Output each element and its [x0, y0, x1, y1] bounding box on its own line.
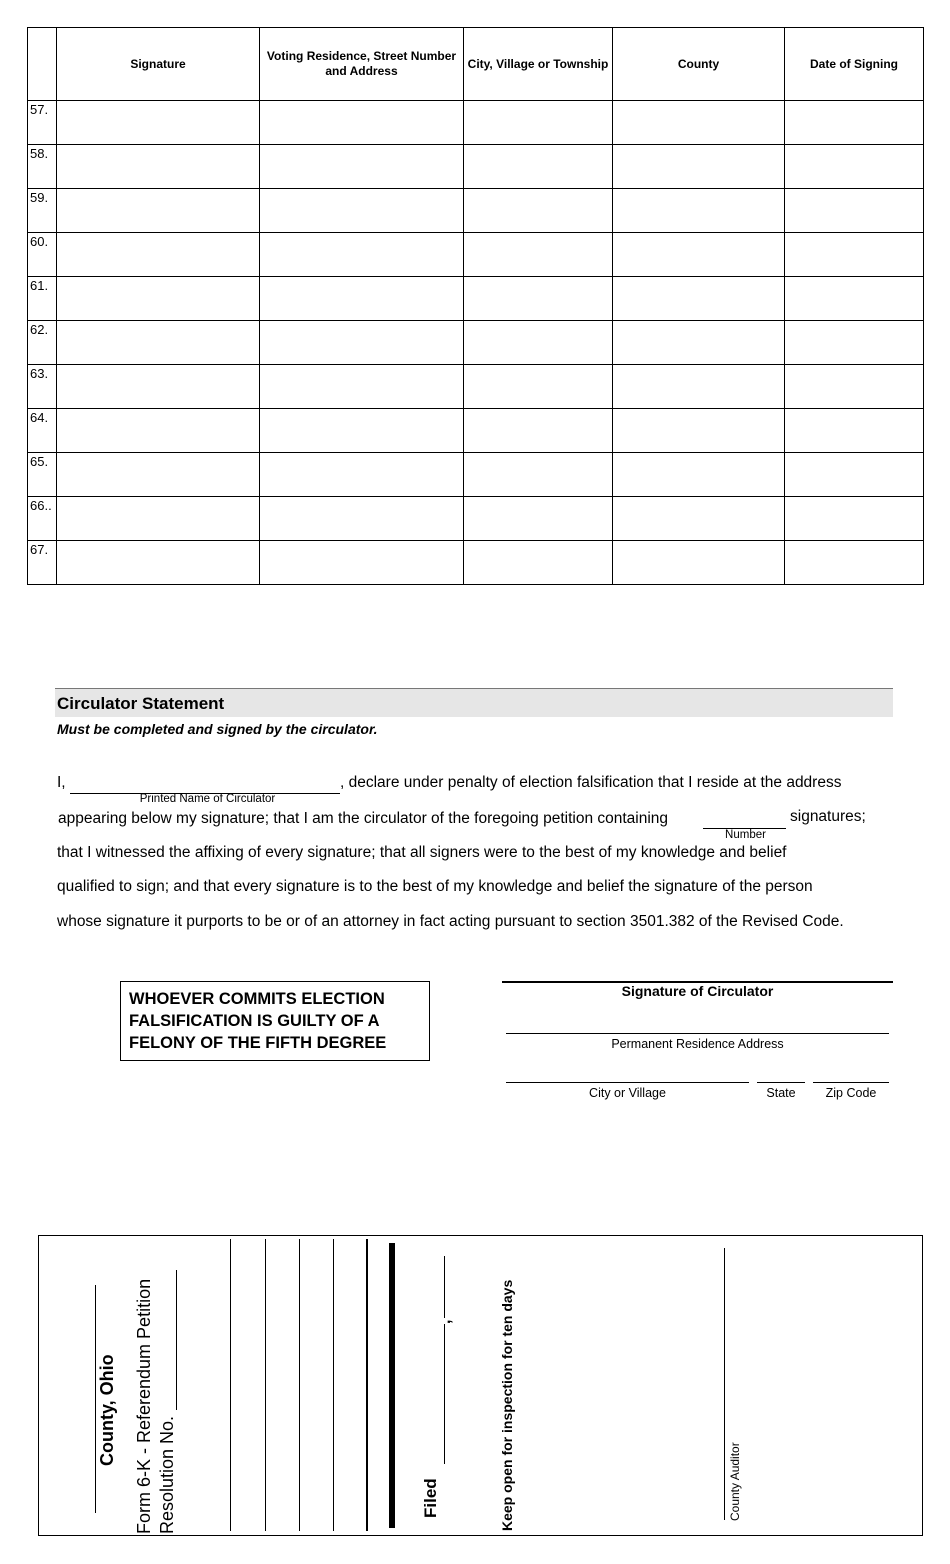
residence-cell[interactable] — [260, 453, 464, 497]
date-cell[interactable] — [785, 453, 924, 497]
permanent-address-label: Permanent Residence Address — [611, 1037, 784, 1051]
row-number: 61. — [28, 277, 57, 321]
county-cell[interactable] — [613, 233, 785, 277]
header-county: County — [613, 28, 785, 101]
signature-table — [27, 27, 924, 585]
signature-cell[interactable] — [57, 189, 260, 233]
row-number: 62. — [28, 321, 57, 365]
filed-date-line[interactable] — [444, 1256, 445, 1318]
signature-cell[interactable] — [57, 277, 260, 321]
date-cell[interactable] — [785, 409, 924, 453]
state-label: State — [766, 1086, 796, 1100]
statement-line-4: qualified to sign; and that every signature is to the best of my knowledge and belief the signature of the person — [57, 878, 813, 895]
residence-cell[interactable] — [260, 409, 464, 453]
signature-of-circulator-label: Signature of Circulator — [621, 983, 774, 999]
table-row — [28, 233, 924, 277]
signature-cell[interactable] — [57, 541, 260, 585]
city-cell[interactable] — [464, 189, 613, 233]
table-row — [28, 321, 924, 365]
row-number: 65. — [28, 453, 57, 497]
header-date: Date of Signing — [785, 28, 924, 101]
statement-line-2: appearing below my signature; that I am the circulator of the foregoing petition containing — [58, 810, 669, 827]
signature-cell[interactable] — [57, 321, 260, 365]
warning-line: FALSIFICATION IS GUILTY OF A — [129, 1012, 380, 1030]
filed-label: Filed — [421, 1478, 440, 1518]
row-number: 64. — [28, 409, 57, 453]
residence-cell[interactable] — [260, 145, 464, 189]
city-cell[interactable] — [464, 497, 613, 541]
row-number: 60. — [28, 233, 57, 277]
circulator-statement-title: Circulator Statement — [57, 694, 225, 713]
city-label: City or Village — [589, 1086, 666, 1100]
date-cell[interactable] — [785, 497, 924, 541]
zip-line[interactable] — [813, 1082, 889, 1083]
date-cell[interactable] — [785, 541, 924, 585]
header-number — [28, 28, 57, 101]
city-cell[interactable] — [464, 101, 613, 145]
table-row — [28, 365, 924, 409]
city-cell[interactable] — [464, 541, 613, 585]
header-city: City, Village or Township — [464, 28, 613, 101]
form-title: Form 6-K - Referendum Petition — [134, 1278, 154, 1534]
date-cell[interactable] — [785, 365, 924, 409]
ruled-line — [366, 1239, 368, 1531]
ruled-line — [333, 1239, 334, 1531]
warning-line: WHOEVER COMMITS ELECTION — [129, 990, 385, 1008]
statement-line-2-suffix: signatures; — [790, 808, 866, 825]
resolution-number-line[interactable] — [176, 1270, 177, 1410]
printed-name-caption: Printed Name of Circulator — [139, 793, 276, 805]
signature-cell[interactable] — [57, 101, 260, 145]
county-cell[interactable] — [613, 365, 785, 409]
city-cell[interactable] — [464, 233, 613, 277]
ruled-line — [299, 1239, 300, 1531]
residence-cell[interactable] — [260, 541, 464, 585]
falsification-warning-box — [120, 981, 430, 1061]
state-line[interactable] — [757, 1082, 805, 1083]
warning-line: FELONY OF THE FIFTH DEGREE — [129, 1034, 387, 1052]
county-cell[interactable] — [613, 277, 785, 321]
date-cell[interactable] — [785, 233, 924, 277]
county-auditor-signature-line[interactable] — [724, 1248, 725, 1520]
table-header-row — [28, 28, 924, 101]
table-row — [28, 453, 924, 497]
city-cell[interactable] — [464, 321, 613, 365]
table-row — [28, 145, 924, 189]
zip-label: Zip Code — [825, 1086, 877, 1100]
row-number: 57. — [28, 101, 57, 145]
filed-comma: , — [437, 1319, 454, 1324]
statement-line-5: whose signature it purports to be or of an attorney in fact acting pursuant to section 3501.382 of the Revised Code. — [57, 913, 844, 930]
residence-cell[interactable] — [260, 233, 464, 277]
county-auditor-label: County Auditor — [728, 1442, 742, 1521]
county-cell[interactable] — [613, 497, 785, 541]
table-row — [28, 409, 924, 453]
city-cell[interactable] — [464, 453, 613, 497]
table-row — [28, 497, 924, 541]
residence-cell[interactable] — [260, 277, 464, 321]
signature-cell[interactable] — [57, 233, 260, 277]
signature-cell[interactable] — [57, 365, 260, 409]
signature-cell[interactable] — [57, 409, 260, 453]
residence-cell[interactable] — [260, 101, 464, 145]
signature-cell[interactable] — [57, 453, 260, 497]
county-cell[interactable] — [613, 101, 785, 145]
county-cell[interactable] — [613, 541, 785, 585]
ruled-line — [230, 1239, 231, 1531]
circulator-statement-subtitle: Must be completed and signed by the circulator. — [57, 721, 378, 737]
county-cell[interactable] — [613, 321, 785, 365]
circulator-statement-header — [55, 688, 893, 717]
residence-cell[interactable] — [260, 321, 464, 365]
table-row — [28, 101, 924, 145]
ruled-line — [265, 1239, 266, 1531]
table-row — [28, 541, 924, 585]
signature-cell[interactable] — [57, 145, 260, 189]
table-row — [28, 189, 924, 233]
filing-box — [38, 1235, 923, 1536]
number-caption: Number — [725, 829, 766, 841]
header-signature: Signature — [57, 28, 260, 101]
city-line[interactable] — [506, 1082, 749, 1083]
keep-open-label: Keep open for inspection for ten days — [499, 1279, 515, 1531]
residence-cell[interactable] — [260, 497, 464, 541]
address-line[interactable] — [506, 1033, 889, 1034]
county-cell[interactable] — [613, 453, 785, 497]
row-number: 66.. — [28, 497, 57, 541]
statement-line-1: , declare under penalty of election falsification that I reside at the address — [340, 774, 842, 791]
city-cell[interactable] — [464, 409, 613, 453]
date-cell[interactable] — [785, 277, 924, 321]
residence-cell[interactable] — [260, 365, 464, 409]
date-cell[interactable] — [785, 101, 924, 145]
city-cell[interactable] — [464, 145, 613, 189]
filed-year-line[interactable] — [444, 1324, 445, 1464]
row-number: 67. — [28, 541, 57, 585]
county-ohio-label: County, Ohio — [97, 1354, 117, 1466]
county-blank-line[interactable] — [95, 1285, 96, 1513]
county-cell[interactable] — [613, 145, 785, 189]
date-cell[interactable] — [785, 189, 924, 233]
signature-cell[interactable] — [57, 497, 260, 541]
statement-prefix: I, — [57, 774, 66, 791]
resolution-label: Resolution No. — [157, 1415, 177, 1534]
statement-line-3: that I witnessed the affixing of every signature; that all signers were to the best of my knowledge and belief — [57, 844, 787, 861]
thick-separator-bar — [389, 1243, 395, 1528]
date-cell[interactable] — [785, 321, 924, 365]
row-number: 63. — [28, 365, 57, 409]
date-cell[interactable] — [785, 145, 924, 189]
city-cell[interactable] — [464, 277, 613, 321]
row-number: 58. — [28, 145, 57, 189]
city-cell[interactable] — [464, 365, 613, 409]
county-cell[interactable] — [613, 409, 785, 453]
signature-count-field[interactable] — [703, 810, 786, 829]
printed-name-field[interactable] — [70, 775, 340, 794]
table-row — [28, 277, 924, 321]
county-cell[interactable] — [613, 189, 785, 233]
row-number: 59. — [28, 189, 57, 233]
residence-cell[interactable] — [260, 189, 464, 233]
header-residence: Voting Residence, Street Number and Address — [260, 28, 464, 101]
